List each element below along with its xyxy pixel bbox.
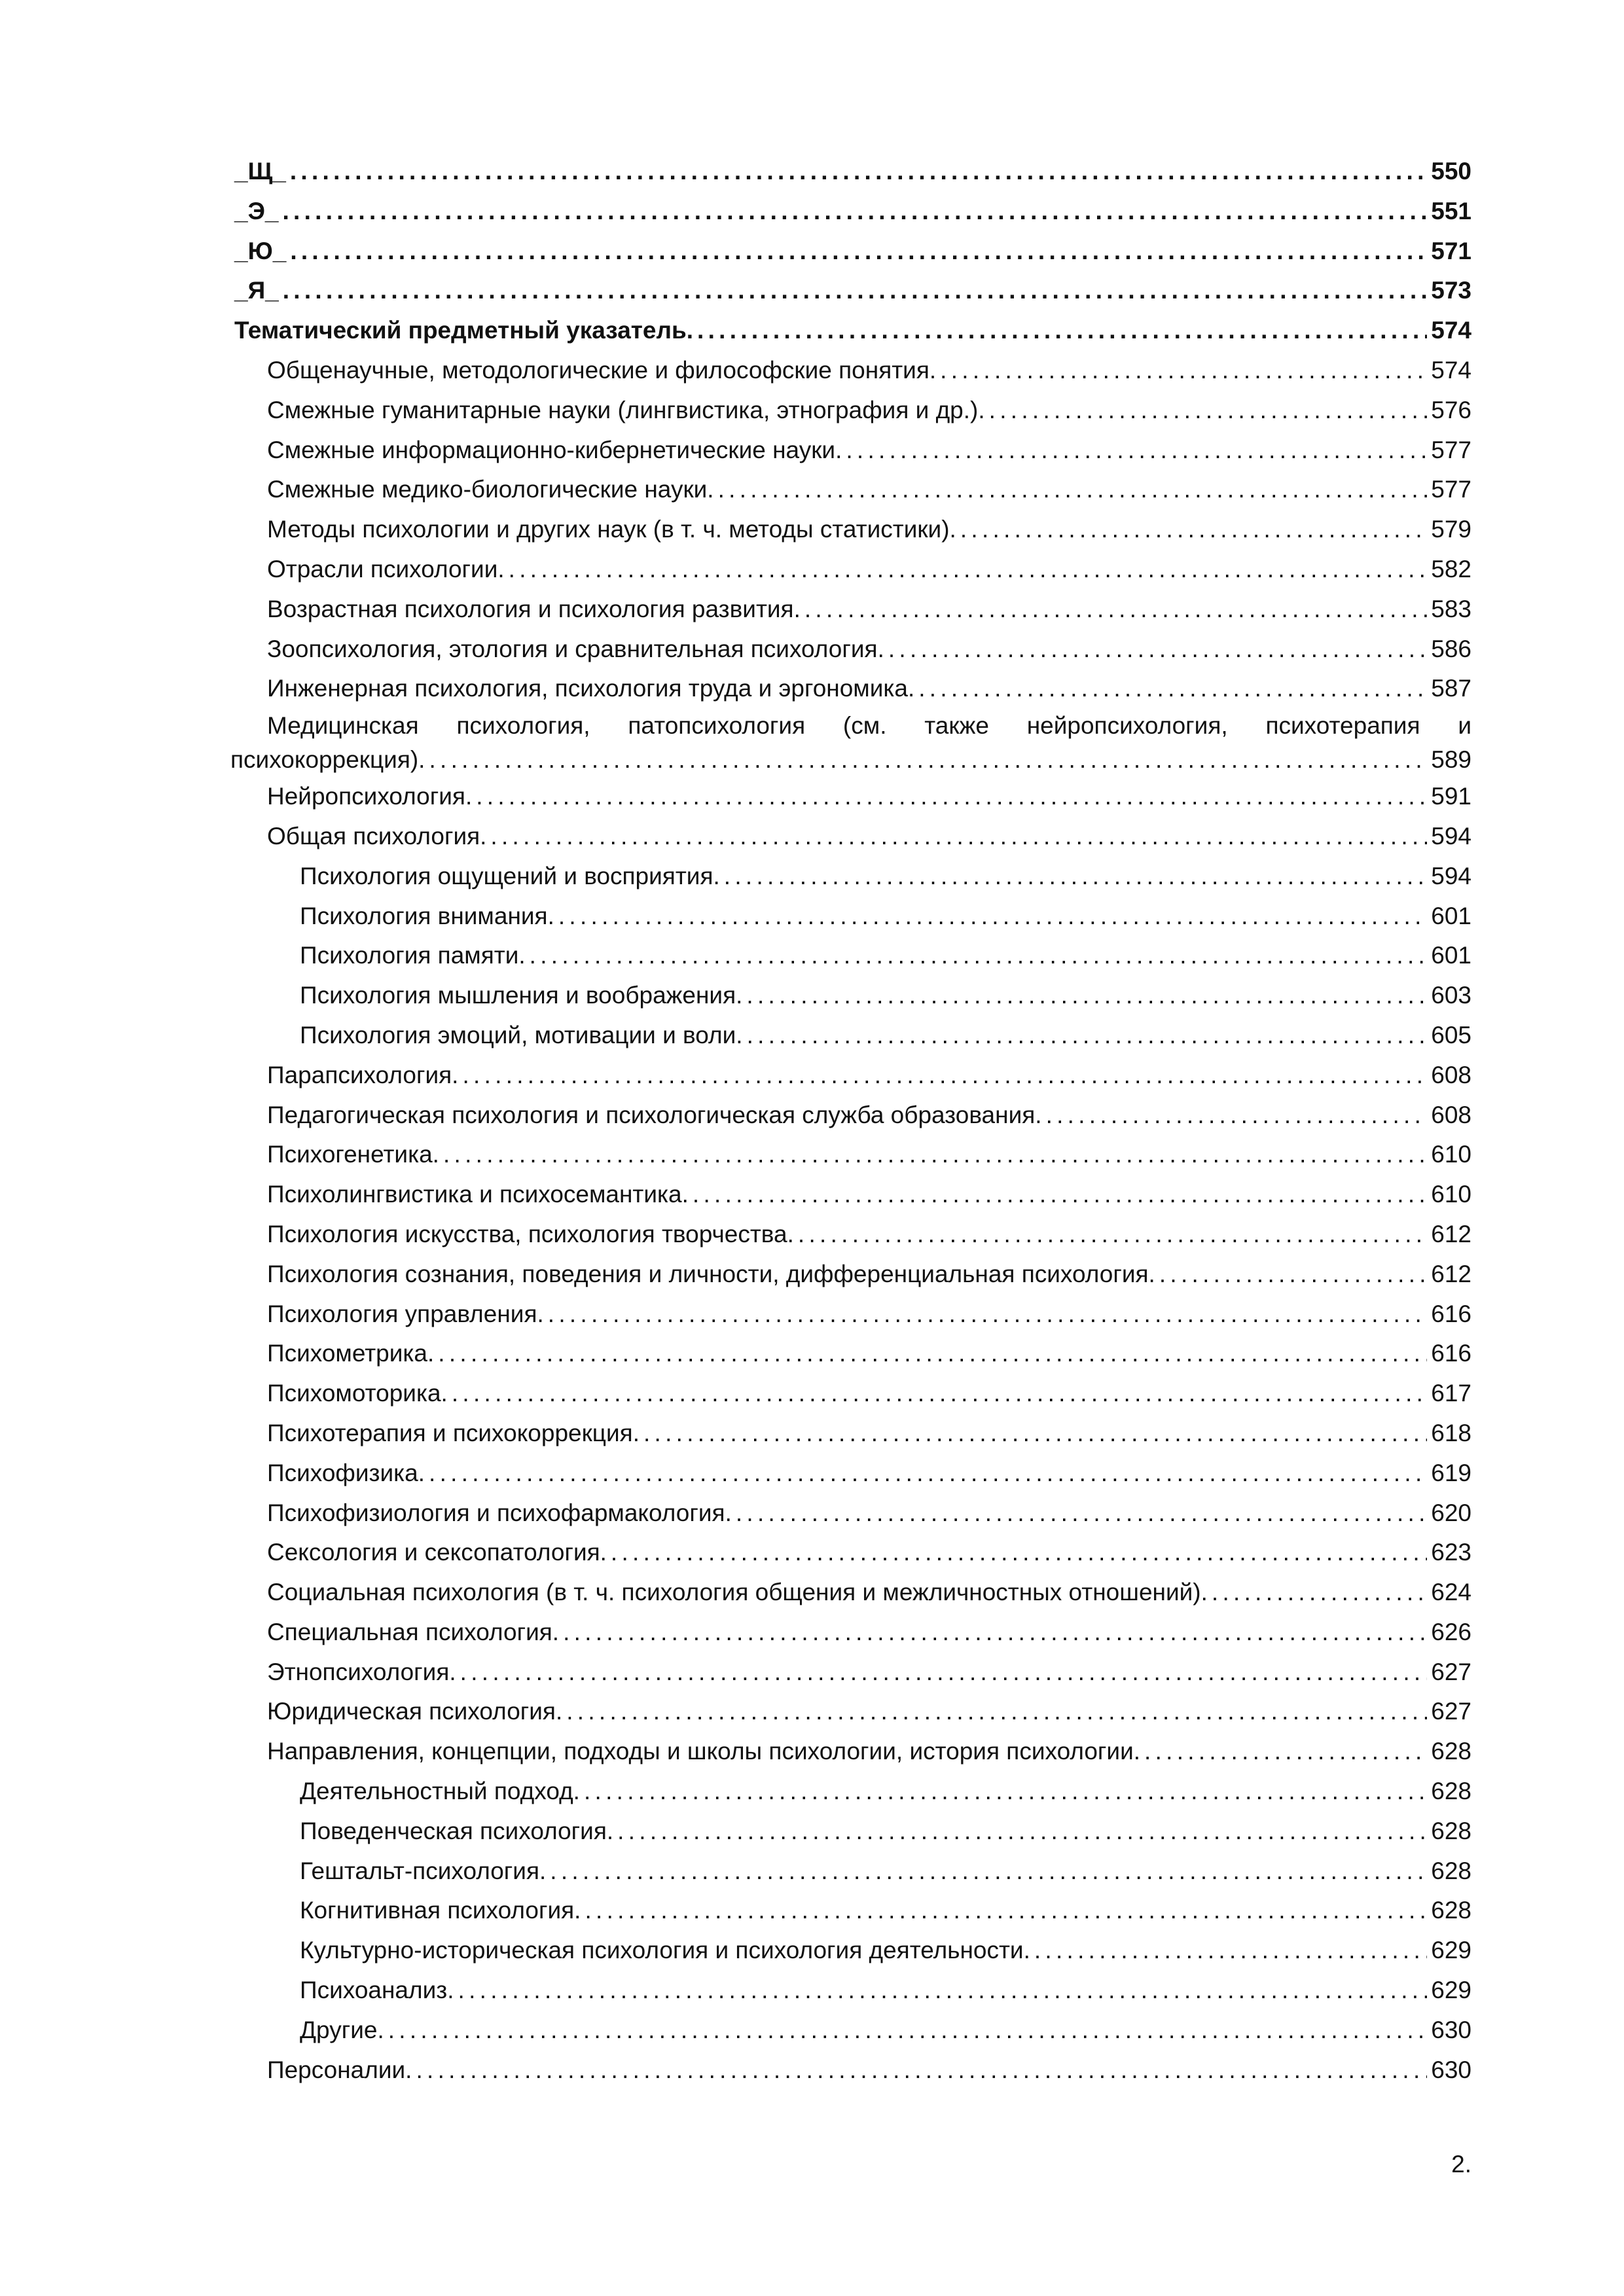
toc-entry-page: 630 <box>1431 2056 1471 2083</box>
toc-entry-page: 577 <box>1431 436 1471 463</box>
toc-entry-title: _Э_ <box>234 197 279 224</box>
toc-entry-title: Психология внимания. <box>300 902 554 929</box>
toc-entry-title: Нейропсихология. <box>267 783 473 810</box>
dot-leader <box>283 271 1428 311</box>
toc-entry[interactable] <box>230 1215 1471 1255</box>
dot-leader <box>918 669 1427 709</box>
toc-entry-page: 619 <box>1431 1459 1471 1486</box>
toc-entry-page: 589 <box>1431 746 1471 774</box>
toc-entry-page: 608 <box>1431 1061 1471 1088</box>
toc-entry-page: 574 <box>1431 356 1471 384</box>
toc-subentry[interactable] <box>230 1971 1471 2011</box>
dot-leader <box>530 936 1428 976</box>
toc-entry[interactable] <box>230 510 1471 550</box>
toc-subentry[interactable] <box>230 897 1471 937</box>
toc-entry-page: 594 <box>1431 822 1471 850</box>
toc-entry-page: 582 <box>1431 555 1471 583</box>
toc-entry-page: 610 <box>1431 1181 1471 1208</box>
dot-leader <box>1034 1931 1427 1971</box>
toc-entry-page: 551 <box>1431 197 1471 224</box>
dot-leader <box>746 976 1427 1016</box>
toc-entry-title: Культурно-историческая психология и психология деятельности. <box>300 1937 1030 1964</box>
toc-entry-title: Когнитивная психология. <box>300 1897 581 1924</box>
toc-entry[interactable] <box>230 431 1471 471</box>
toc-entry-page: 591 <box>1431 783 1471 810</box>
dot-leader <box>282 192 1427 232</box>
dot-leader <box>566 1692 1427 1732</box>
toc-entry-title: Тематический предметный указатель. <box>234 317 694 344</box>
toc-entry[interactable] <box>230 1096 1471 1136</box>
toc-entry[interactable] <box>230 152 1471 192</box>
toc-entry[interactable] <box>230 1573 1471 1613</box>
dot-leader <box>1144 1732 1427 1772</box>
toc-entry-page: 612 <box>1431 1260 1471 1287</box>
toc-entry-title-line1: Медицинская психология, патопсихология (см. также нейропсихология, психотерапия и <box>267 712 1471 740</box>
toc-entry-title: Направления, концепции, подходы и школы психологии, история психологии. <box>267 1738 1141 1765</box>
toc-entry[interactable] <box>230 470 1471 510</box>
toc-entry[interactable] <box>230 817 1471 857</box>
toc-entry-title: Деятельностный подход. <box>300 1778 580 1805</box>
toc-entry-page: 618 <box>1431 1419 1471 1446</box>
toc-subentry[interactable] <box>230 936 1471 976</box>
dot-leader <box>617 1812 1427 1852</box>
dot-leader <box>718 470 1428 510</box>
toc-entry-title: Психология памяти. <box>300 942 526 969</box>
toc-entry-title: Специальная психология. <box>267 1618 560 1645</box>
dot-leader <box>693 1175 1427 1215</box>
toc-subentry[interactable] <box>230 1891 1471 1931</box>
dot-leader <box>490 817 1427 857</box>
toc-entry-title: Психология ощущений и восприятия. <box>300 862 720 889</box>
toc-entry[interactable] <box>230 1414 1471 1454</box>
toc-entry-page: 624 <box>1431 1579 1471 1606</box>
dot-leader <box>460 1653 1428 1693</box>
dot-leader <box>960 510 1427 550</box>
toc-entry[interactable] <box>230 1056 1471 1096</box>
toc-entry-page: 616 <box>1431 1300 1471 1327</box>
toc-entry[interactable] <box>230 1692 1471 1732</box>
toc-entry[interactable] <box>230 1494 1471 1534</box>
toc-entry-title: Психомоторика. <box>267 1380 448 1407</box>
toc-entry-title: Психотерапия и психокоррекция. <box>267 1419 640 1446</box>
dot-leader <box>558 897 1427 937</box>
dot-leader <box>443 1135 1427 1175</box>
toc-entry-title: Гештальт-психология. <box>300 1857 547 1884</box>
dot-leader <box>452 1374 1427 1414</box>
dot-leader <box>643 1414 1427 1454</box>
toc-entry[interactable] <box>230 391 1471 431</box>
toc-entry-title: Педагогическая психология и психологическая служба образования. <box>267 1101 1042 1128</box>
toc-entry-title: Парапсихология. <box>267 1061 459 1088</box>
toc-entry[interactable] <box>230 1653 1471 1693</box>
toc-entry-title: Психоанализ. <box>300 1977 454 2004</box>
toc-entry-page: 579 <box>1431 516 1471 543</box>
toc-entry-title: Другие. <box>300 2016 384 2043</box>
toc-entry-title: Психология мышления и воображения. <box>300 982 743 1009</box>
toc-entry-title: Психофизиология и психофармакология. <box>267 1499 732 1526</box>
toc-entry[interactable] <box>230 1454 1471 1494</box>
toc-subentry[interactable] <box>230 1772 1471 1812</box>
toc-entry-page: 617 <box>1431 1380 1471 1407</box>
toc-entry-title: Общая психология. <box>267 822 487 850</box>
toc-entry[interactable] <box>230 1374 1471 1414</box>
toc-entry-title: Сексология и сексопатология. <box>267 1539 607 1566</box>
toc-entry-page: 608 <box>1431 1101 1471 1128</box>
dot-leader <box>388 2011 1428 2051</box>
toc-entry-title: Психология сознания, поведения и личности, дифференциальная психология. <box>267 1260 1155 1287</box>
dot-leader <box>509 550 1428 590</box>
toc-entry-page: 576 <box>1431 396 1471 423</box>
dot-leader <box>611 1533 1427 1573</box>
toc-entry-title: Возрастная психология и психология развития. <box>267 595 801 622</box>
dot-leader <box>290 232 1427 272</box>
dot-leader <box>585 1891 1427 1931</box>
toc-entry-title: Инженерная психология, психология труда и эргономика. <box>267 675 915 702</box>
toc-entry-title: _Щ_ <box>234 158 286 185</box>
dot-leader <box>940 351 1427 391</box>
toc-entry-title: Психофизика. <box>267 1459 425 1486</box>
dot-leader <box>747 1016 1428 1056</box>
toc-entry-medical[interactable] <box>230 709 1471 777</box>
toc-entry-title: Методы психологии и других наук (в т. ч. методы статистики). <box>267 516 956 543</box>
toc-entry-title: Психология эмоций, мотивации и воли. <box>300 1021 743 1049</box>
dot-leader <box>697 311 1427 351</box>
toc-entry-page: 620 <box>1431 1499 1471 1526</box>
toc-entry-page: 612 <box>1431 1220 1471 1247</box>
toc-entry[interactable] <box>230 777 1471 817</box>
toc-entry-page: 610 <box>1431 1141 1471 1168</box>
toc-subentry[interactable] <box>230 857 1471 897</box>
toc-entry-page: 629 <box>1431 1977 1471 2004</box>
toc-subentry[interactable] <box>230 976 1471 1016</box>
toc-entry-page: 601 <box>1431 902 1471 929</box>
toc-entry-title: Смежные информационно-кибернетические науки. <box>267 436 842 463</box>
toc-entry-title: Психогенетика. <box>267 1141 439 1168</box>
toc-entry[interactable] <box>230 1295 1471 1335</box>
dot-leader <box>846 431 1427 471</box>
toc-entry-page: 594 <box>1431 862 1471 889</box>
dot-leader <box>724 857 1427 897</box>
dot-leader <box>1046 1096 1428 1136</box>
toc-entry[interactable] <box>230 630 1471 670</box>
page-number: 2. <box>1451 2151 1471 2178</box>
toc-subentry[interactable] <box>230 1931 1471 1971</box>
toc-entry-title: Психометрика. <box>267 1340 435 1367</box>
toc-entry-title: Поведенческая психология. <box>300 1817 614 1844</box>
toc-entry-page: 628 <box>1431 1817 1471 1844</box>
toc-entry-page: 626 <box>1431 1618 1471 1645</box>
toc-entry-page: 601 <box>1431 942 1471 969</box>
dot-leader <box>476 777 1427 817</box>
dot-leader <box>429 1454 1427 1494</box>
toc-entry-page: 623 <box>1431 1539 1471 1566</box>
toc-entry-page: 628 <box>1431 1857 1471 1884</box>
table-of-contents <box>230 152 1471 2090</box>
dot-leader <box>290 152 1427 192</box>
dot-leader <box>736 1494 1427 1534</box>
toc-entry[interactable] <box>230 2051 1471 2090</box>
dot-leader <box>584 1772 1427 1812</box>
toc-entry-page: 627 <box>1431 1698 1471 1725</box>
toc-entry[interactable] <box>230 1533 1471 1573</box>
dot-leader <box>798 1215 1427 1255</box>
dot-leader <box>429 743 1427 777</box>
toc-entry[interactable] <box>230 232 1471 272</box>
toc-entry[interactable] <box>230 550 1471 590</box>
toc-entry-title: Персоналии. <box>267 2056 412 2083</box>
toc-entry[interactable] <box>230 351 1471 391</box>
toc-entry-page: 628 <box>1431 1738 1471 1765</box>
toc-entry-title: Этнопсихология. <box>267 1658 456 1685</box>
toc-entry[interactable] <box>230 1613 1471 1653</box>
toc-entry-page: 628 <box>1431 1778 1471 1805</box>
toc-entry-page: 574 <box>1431 317 1471 344</box>
toc-entry-title: Смежные гуманитарные науки (лингвистика, этнография и др.). <box>267 396 985 423</box>
toc-subentry[interactable] <box>230 1016 1471 1056</box>
toc-subentry[interactable] <box>230 2011 1471 2051</box>
toc-entry-page: 550 <box>1431 158 1471 185</box>
toc-entry-page: 586 <box>1431 635 1471 662</box>
toc-entry[interactable] <box>230 1135 1471 1175</box>
dot-leader <box>804 590 1427 630</box>
toc-subentry[interactable] <box>230 1812 1471 1852</box>
toc-entry-page: 616 <box>1431 1340 1471 1367</box>
toc-entry-title: Социальная психология (в т. ч. психология общения и межличностных отношений). <box>267 1579 1208 1606</box>
toc-entry-page: 573 <box>1431 277 1471 304</box>
dot-leader <box>1159 1255 1427 1295</box>
toc-entry-page: 577 <box>1431 476 1471 503</box>
toc-entry-title: Психолингвистика и психосемантика. <box>267 1181 689 1208</box>
toc-entry-page: 571 <box>1431 237 1471 264</box>
toc-entry[interactable] <box>230 192 1471 232</box>
dot-leader <box>989 391 1428 431</box>
toc-entry-title: Психология управления. <box>267 1300 544 1327</box>
toc-entry-title: _Я_ <box>234 277 279 304</box>
dot-leader <box>563 1613 1427 1653</box>
toc-section-heading[interactable] <box>230 311 1471 351</box>
dot-leader <box>1212 1573 1427 1613</box>
toc-entry[interactable] <box>230 1732 1471 1772</box>
toc-entry-page: 583 <box>1431 595 1471 622</box>
toc-entry[interactable] <box>230 590 1471 630</box>
toc-entry[interactable] <box>230 1175 1471 1215</box>
toc-entry-page: 605 <box>1431 1021 1471 1049</box>
toc-entry-page: 629 <box>1431 1937 1471 1964</box>
toc-entry-page: 630 <box>1431 2016 1471 2043</box>
toc-entry[interactable] <box>230 271 1471 311</box>
toc-entry-title: Отрасли психологии. <box>267 555 505 583</box>
toc-entry[interactable] <box>230 669 1471 709</box>
toc-entry-title: Общенаучные, методологические и философские понятия. <box>267 356 937 384</box>
dot-leader <box>438 1334 1427 1374</box>
toc-entry-line2 <box>230 743 1471 777</box>
toc-entry[interactable] <box>230 1334 1471 1374</box>
toc-entry-title: Психология искусства, психология творчества. <box>267 1220 794 1247</box>
toc-entry-page: 587 <box>1431 675 1471 702</box>
dot-leader <box>550 1852 1427 1892</box>
toc-entry-page: 628 <box>1431 1897 1471 1924</box>
toc-entry-page: 603 <box>1431 982 1471 1009</box>
dot-leader <box>458 1971 1428 2011</box>
toc-entry-title-line2: психокоррекция). <box>230 746 425 774</box>
toc-subentry[interactable] <box>230 1852 1471 1892</box>
toc-entry-page: 627 <box>1431 1658 1471 1685</box>
dot-leader <box>888 630 1427 670</box>
toc-entry-title: Смежные медико-биологические науки. <box>267 476 714 503</box>
toc-entry-title: Юридическая психология. <box>267 1698 563 1725</box>
dot-leader <box>416 2051 1427 2090</box>
toc-entry-title: Зоопсихология, этология и сравнительная психология. <box>267 635 884 662</box>
toc-entry[interactable] <box>230 1255 1471 1295</box>
dot-leader <box>462 1056 1427 1096</box>
dot-leader <box>548 1295 1428 1335</box>
toc-entry-title: _Ю_ <box>234 237 287 264</box>
